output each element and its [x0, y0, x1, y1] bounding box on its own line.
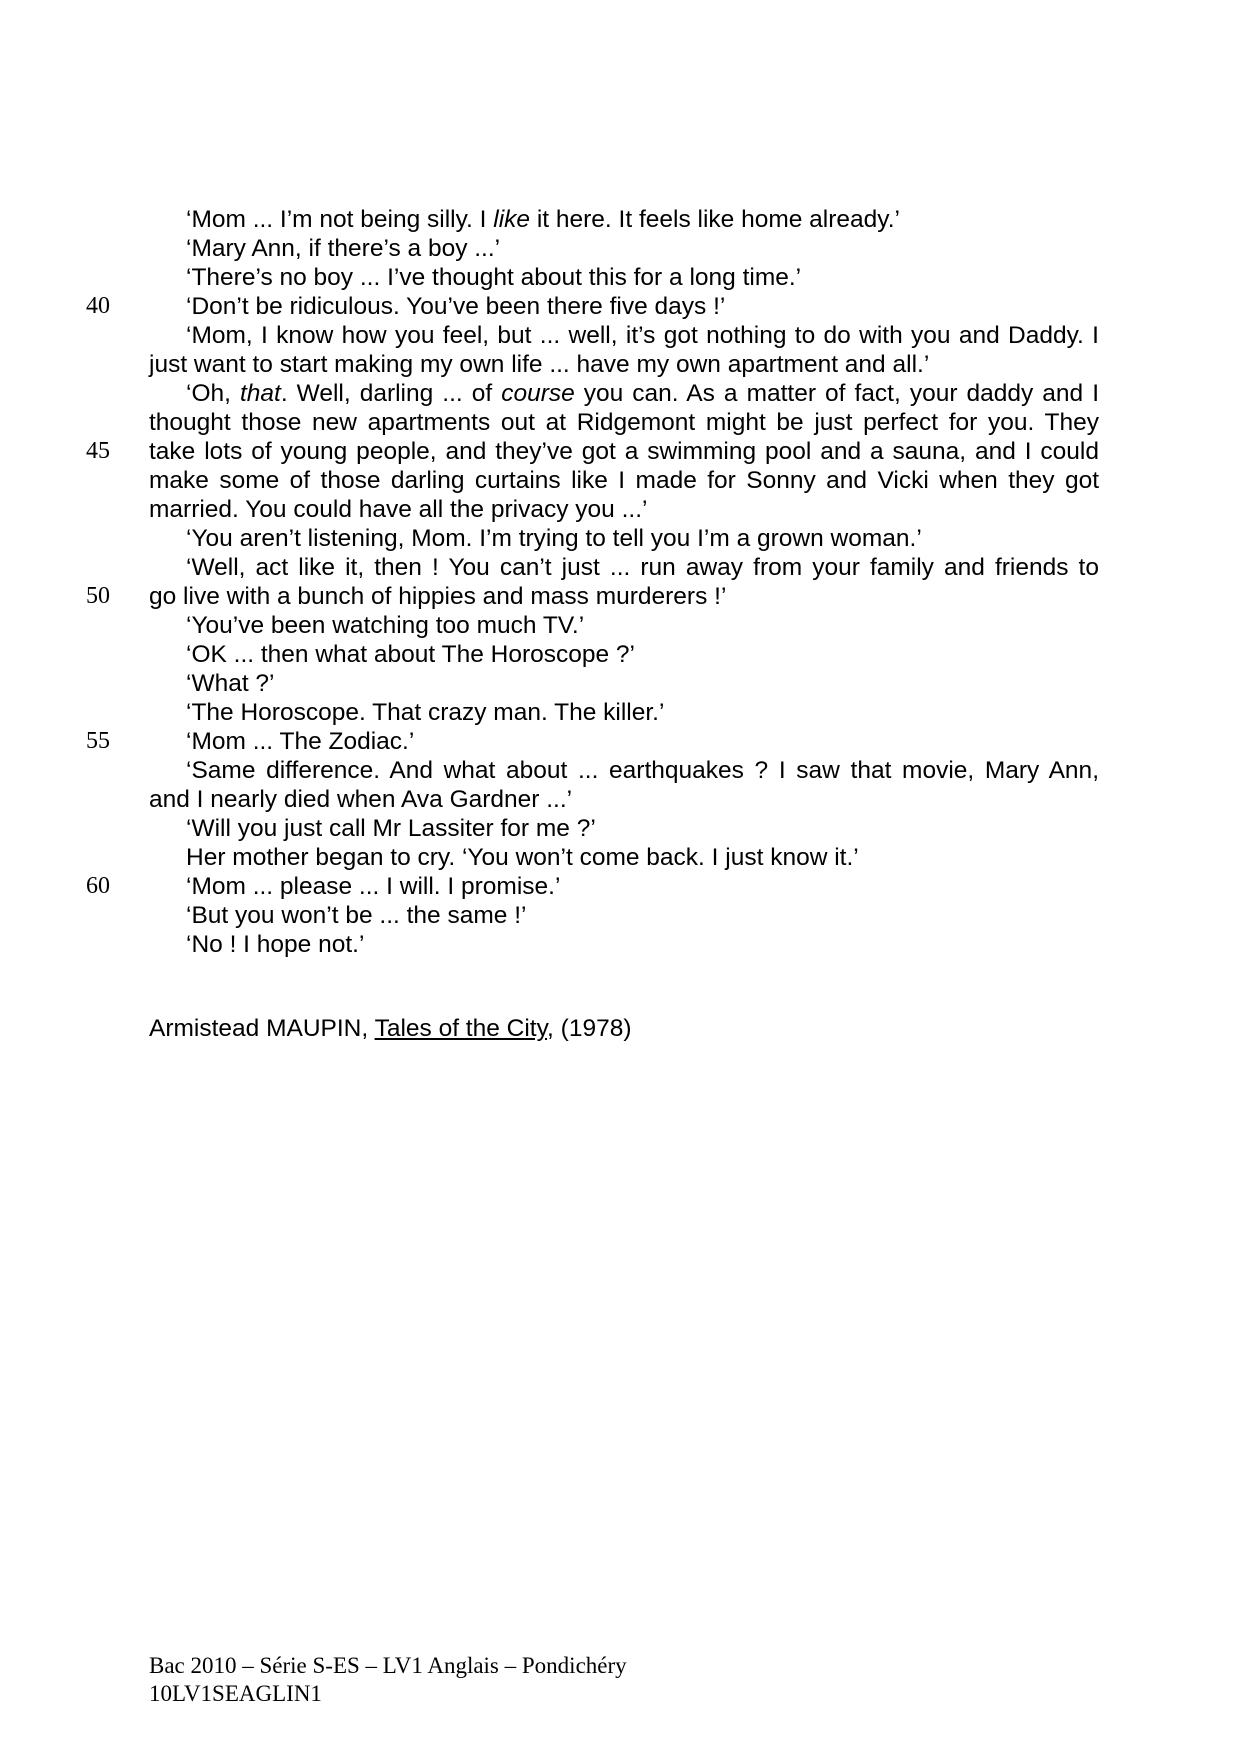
text-line: [149, 669, 1099, 698]
text-segment: just want to start making my own life ... have my own apartment and all.’: [149, 351, 930, 378]
text-line: [149, 698, 1099, 727]
text-line: [149, 843, 1099, 872]
text-segment: ‘Mary Ann, if there’s a boy ...’: [186, 235, 501, 262]
line-number: 45: [86, 438, 110, 464]
text-line: [149, 379, 1099, 408]
text-line: [86, 582, 1099, 611]
text-line: [149, 930, 1099, 959]
passage-text: [86, 205, 1099, 959]
text-segment: ‘Mom ... The Zodiac.’: [186, 728, 415, 755]
footer-code: 10LV1SEAGLIN1: [149, 1681, 322, 1706]
text-segment: ‘There’s no boy ... I’ve thought about this for a long time.’: [186, 264, 802, 291]
text-line: [149, 553, 1099, 582]
text-segment: ‘Oh,: [186, 380, 240, 407]
emphasis-text: that: [239, 380, 281, 407]
text-line: [86, 727, 1099, 756]
text-line: [149, 350, 1099, 379]
text-segment: Her mother began to cry. ‘You won’t come back. I just know it.’: [186, 844, 859, 871]
source-attribution: [149, 1014, 631, 1043]
text-segment: go live with a bunch of hippies and mass murderers !’: [149, 583, 727, 610]
line-number: 50: [86, 583, 110, 609]
text-segment: thought those new apartments out at Ridgemont might be just perfect for you. They: [149, 409, 1099, 436]
text-segment: ‘Don’t be ridiculous. You’ve been there five days !’: [186, 293, 726, 320]
text-line: [149, 205, 1099, 234]
text-line: [149, 785, 1099, 814]
text-line: [149, 611, 1099, 640]
footer-exam-label: Bac 2010 – Série S-ES – LV1 Anglais – Pondichéry: [149, 1653, 627, 1678]
text-segment: ‘No ! I hope not.’: [186, 931, 365, 958]
text-line: [149, 756, 1099, 785]
text-segment: . Well, darling ... of: [280, 380, 502, 407]
text-line: [149, 524, 1099, 553]
text-line: [86, 872, 1099, 901]
text-segment: ‘The Horoscope. That crazy man. The killer.’: [186, 699, 665, 726]
text-segment: ‘What ?’: [186, 670, 275, 697]
text-line: [86, 292, 1099, 321]
text-line: [149, 466, 1099, 495]
text-line: [86, 437, 1099, 466]
line-number: 40: [86, 293, 110, 319]
text-segment: ‘Will you just call Mr Lassiter for me ?’: [186, 815, 596, 842]
text-segment: and I nearly died when Ava Gardner ...’: [149, 786, 573, 813]
text-segment: you can. As a matter of fact, your daddy and I: [574, 380, 1099, 407]
text-segment: married. You could have all the privacy you ...’: [149, 496, 648, 523]
text-segment: ‘Mom ... I’m not being silly. I: [186, 206, 494, 233]
emphasis-text: course: [501, 380, 575, 407]
author-name: Armistead MAUPIN,: [149, 1015, 375, 1042]
text-line: [149, 814, 1099, 843]
book-title: Tales of the City: [374, 1015, 548, 1042]
text-segment: ‘Mom ... please ... I will. I promise.’: [186, 873, 561, 900]
text-segment: ‘Well, act like it, then ! You can’t just ... run away from your family and friends to: [186, 554, 1099, 581]
text-line: [149, 263, 1099, 292]
text-segment: it here. It feels like home already.’: [530, 206, 900, 233]
emphasis-text: like: [493, 206, 531, 233]
text-segment: take lots of young people, and they’ve got a swimming pool and a sauna, and I could: [149, 438, 1099, 465]
text-line: [149, 901, 1099, 930]
text-segment: ‘But you won’t be ... the same !’: [186, 902, 527, 929]
text-line: [149, 495, 1099, 524]
line-number: 55: [86, 728, 110, 754]
text-line: [149, 234, 1099, 263]
page-footer: [149, 1652, 627, 1708]
text-line: [149, 640, 1099, 669]
text-segment: ‘You’ve been watching too much TV.’: [186, 612, 585, 639]
text-segment: make some of those darling curtains like I made for Sonny and Vicki when they got: [149, 467, 1099, 494]
publication-year: , (1978): [547, 1015, 632, 1042]
text-segment: ‘Same difference. And what about ... earthquakes ? I saw that movie, Mary Ann,: [186, 757, 1099, 784]
text-segment: ‘You aren’t listening, Mom. I’m trying to tell you I’m a grown woman.’: [186, 525, 922, 552]
line-number: 60: [86, 873, 110, 899]
text-line: [149, 408, 1099, 437]
text-segment: ‘Mom, I know how you feel, but ... well, it’s got nothing to do with you and Daddy. I: [186, 322, 1099, 349]
text-segment: ‘OK ... then what about The Horoscope ?’: [186, 641, 635, 668]
text-line: [149, 321, 1099, 350]
